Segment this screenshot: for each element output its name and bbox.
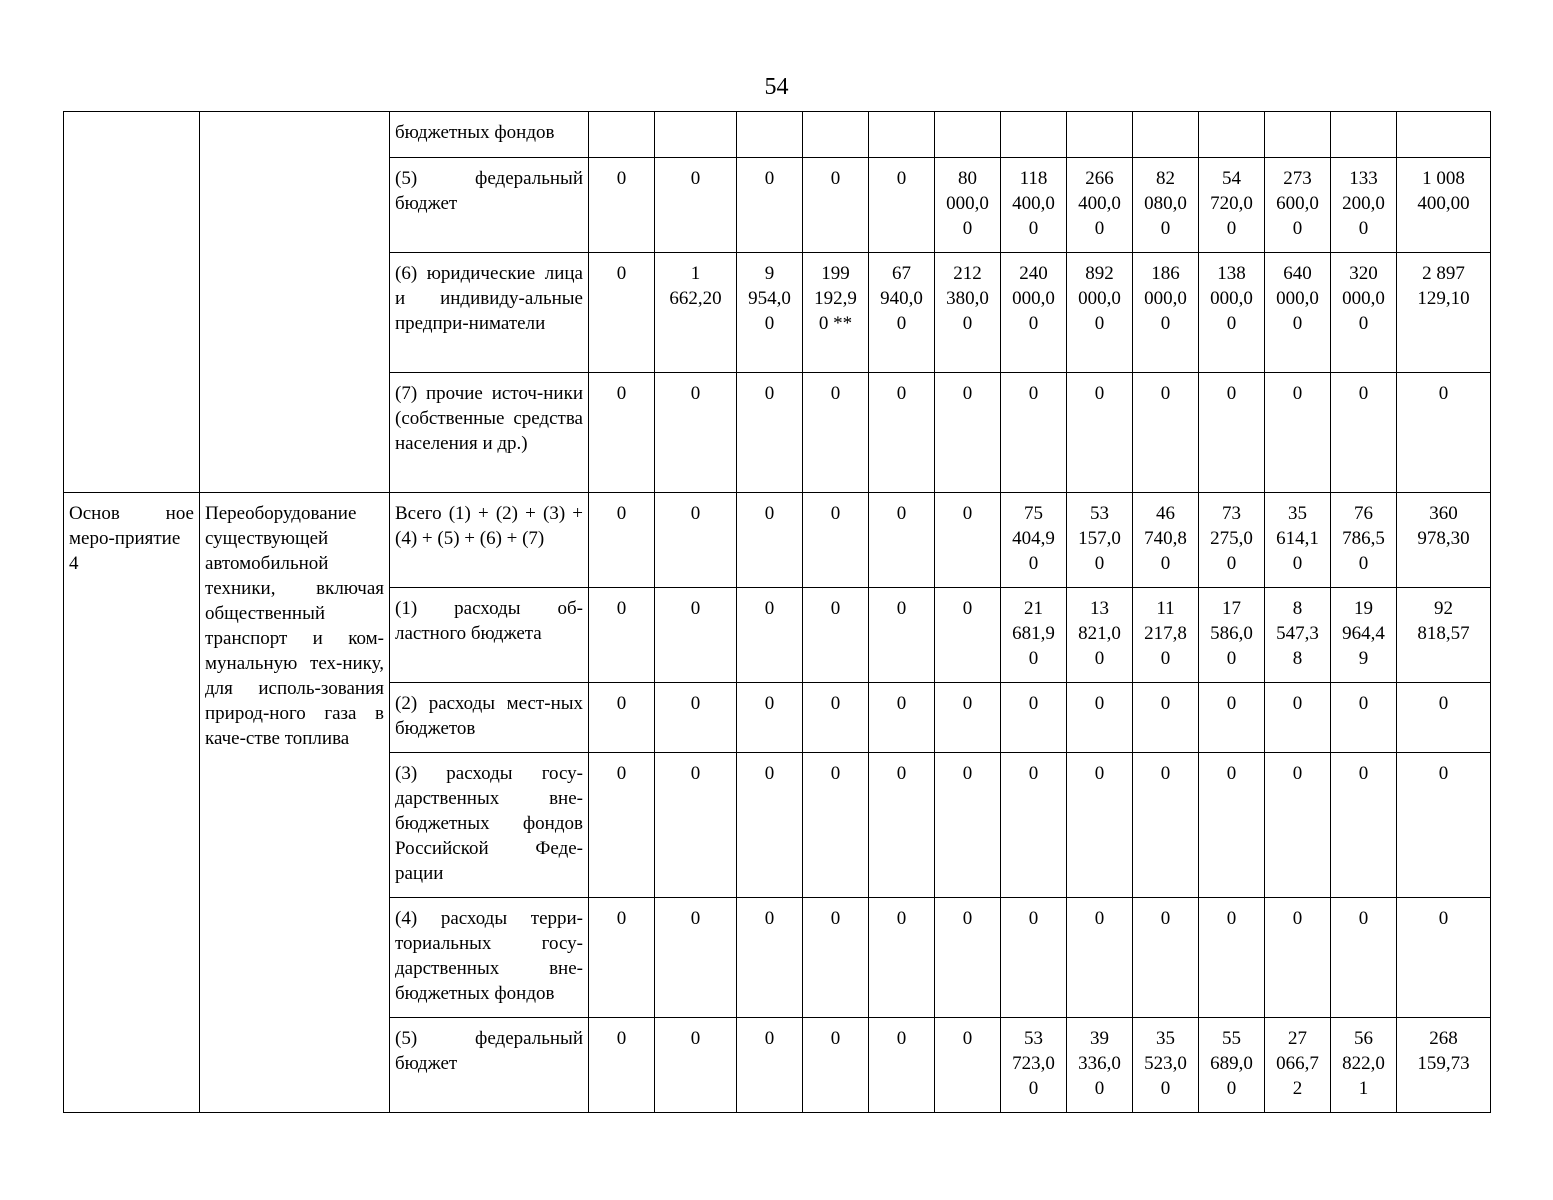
value-cell: 0 [589,158,655,253]
value-cell [935,112,1001,158]
value-cell: 0 [1133,753,1199,898]
value-cell: 11 217,8 0 [1133,588,1199,683]
description-cell-empty [200,112,390,493]
value-cell: 0 [1397,683,1491,753]
source-cell: (2) расходы мест-ных бюджетов [390,683,589,753]
value-cell: 82 080,0 0 [1133,158,1199,253]
value-cell [803,112,869,158]
value-cell: 0 [869,373,935,493]
value-cell: 0 [655,683,737,753]
measure-cell-empty [64,112,200,493]
value-cell: 0 [589,1018,655,1113]
value-cell: 0 [935,683,1001,753]
value-cell: 0 [1265,753,1331,898]
value-cell [737,112,803,158]
budget-table-body [64,112,1491,1113]
page-number: 54 [764,74,789,100]
value-cell: 0 [1133,898,1199,1018]
value-cell [1067,112,1133,158]
value-cell: 0 [935,588,1001,683]
source-cell: (1) расходы об-ластного бюджета [390,588,589,683]
value-cell [1133,112,1199,158]
value-cell: 54 720,0 0 [1199,158,1265,253]
value-cell: 0 [803,1018,869,1113]
value-cell: 0 [1331,898,1397,1018]
value-cell: 0 [803,493,869,588]
value-cell: 0 [803,588,869,683]
value-cell: 240 000,0 0 [1001,253,1067,373]
value-cell: 0 [1199,898,1265,1018]
value-cell: 35 523,0 0 [1133,1018,1199,1113]
value-cell: 0 [935,898,1001,1018]
value-cell: 0 [737,158,803,253]
value-cell: 13 821,0 0 [1067,588,1133,683]
value-cell [1331,112,1397,158]
value-cell: 0 [737,683,803,753]
budget-table [63,111,1491,1113]
source-cell: Всего (1) + (2) + (3) + (4) + (5) + (6) + (7) [390,493,589,588]
value-cell: 0 [1331,683,1397,753]
value-cell: 268 159,73 [1397,1018,1491,1113]
value-cell: 266 400,0 0 [1067,158,1133,253]
value-cell: 0 [869,683,935,753]
value-cell: 2 897 129,10 [1397,253,1491,373]
value-cell: 56 822,0 1 [1331,1018,1397,1113]
value-cell: 0 [1067,683,1133,753]
value-cell [1265,112,1331,158]
value-cell: 0 [589,588,655,683]
value-cell: 0 [869,588,935,683]
value-cell: 0 [1067,753,1133,898]
source-cell: (4) расходы терри-ториальных госу-дарственных вне-бюджетных фондов [390,898,589,1018]
value-cell: 0 [935,1018,1001,1113]
value-cell: 360 978,30 [1397,493,1491,588]
value-cell: 0 [935,493,1001,588]
value-cell: 9 954,0 0 [737,253,803,373]
value-cell: 0 [589,683,655,753]
value-cell: 199 192,9 0 ** [803,253,869,373]
table-row [64,493,1491,588]
value-cell: 17 586,0 0 [1199,588,1265,683]
value-cell [589,112,655,158]
value-cell: 0 [803,683,869,753]
value-cell: 0 [737,493,803,588]
value-cell: 0 [655,158,737,253]
value-cell: 0 [737,898,803,1018]
value-cell: 640 000,0 0 [1265,253,1331,373]
table-row [64,112,1491,158]
value-cell: 138 000,0 0 [1199,253,1265,373]
value-cell: 35 614,1 0 [1265,493,1331,588]
source-cell: (3) расходы госу-дарственных вне-бюджетных фондов Российской Феде-рации [390,753,589,898]
value-cell: 0 [589,753,655,898]
value-cell: 273 600,0 0 [1265,158,1331,253]
value-cell: 186 000,0 0 [1133,253,1199,373]
value-cell [869,112,935,158]
value-cell [655,112,737,158]
value-cell: 27 066,7 2 [1265,1018,1331,1113]
value-cell: 0 [935,373,1001,493]
value-cell: 0 [1067,373,1133,493]
value-cell: 0 [737,1018,803,1113]
value-cell: 0 [1199,683,1265,753]
value-cell: 1 008 400,00 [1397,158,1491,253]
value-cell: 0 [935,753,1001,898]
value-cell: 0 [655,898,737,1018]
value-cell: 0 [1199,753,1265,898]
value-cell: 80 000,0 0 [935,158,1001,253]
value-cell: 0 [869,493,935,588]
value-cell: 0 [737,373,803,493]
value-cell: 53 723,0 0 [1001,1018,1067,1113]
value-cell: 46 740,8 0 [1133,493,1199,588]
value-cell [1001,112,1067,158]
value-cell: 0 [737,753,803,898]
value-cell: 53 157,0 0 [1067,493,1133,588]
value-cell: 75 404,9 0 [1001,493,1067,588]
source-cell: (7) прочие источ-ники (собственные средства населения и др.) [390,373,589,493]
value-cell: 8 547,3 8 [1265,588,1331,683]
value-cell: 212 380,0 0 [935,253,1001,373]
value-cell: 0 [1331,753,1397,898]
value-cell: 0 [1265,683,1331,753]
source-cell: (5) федеральный бюджет [390,1018,589,1113]
measure-name: Основ ное меро-приятие 4 [64,493,200,1113]
value-cell: 892 000,0 0 [1067,253,1133,373]
value-cell: 0 [1133,683,1199,753]
value-cell: 76 786,5 0 [1331,493,1397,588]
value-cell: 92 818,57 [1397,588,1491,683]
value-cell: 0 [1199,373,1265,493]
measure-description: Переоборудование существующей автомобильной техники, включая общественный транспорт и ком-мунальную тех-нику, для исполь-зования природ-ного газа в каче-стве топлива [200,493,390,1113]
value-cell: 0 [1067,898,1133,1018]
source-cell: бюджетных фондов [390,112,589,158]
value-cell: 0 [655,588,737,683]
value-cell: 0 [655,493,737,588]
value-cell: 0 [1001,753,1067,898]
value-cell: 1 662,20 [655,253,737,373]
value-cell: 0 [803,373,869,493]
value-cell: 0 [803,158,869,253]
value-cell: 0 [869,158,935,253]
source-cell: (5) федеральный бюджет [390,158,589,253]
value-cell: 320 000,0 0 [1331,253,1397,373]
value-cell: 0 [869,1018,935,1113]
value-cell: 21 681,9 0 [1001,588,1067,683]
value-cell: 55 689,0 0 [1199,1018,1265,1113]
value-cell: 0 [1397,373,1491,493]
source-cell: (6) юридические лица и индивиду-альные предпри-ниматели [390,253,589,373]
value-cell: 0 [1265,373,1331,493]
value-cell: 0 [1331,373,1397,493]
value-cell: 0 [589,898,655,1018]
value-cell: 0 [1001,898,1067,1018]
value-cell: 0 [803,898,869,1018]
value-cell: 0 [655,373,737,493]
value-cell: 0 [803,753,869,898]
value-cell: 39 336,0 0 [1067,1018,1133,1113]
value-cell: 0 [869,753,935,898]
value-cell: 0 [655,1018,737,1113]
value-cell: 73 275,0 0 [1199,493,1265,588]
value-cell: 0 [1133,373,1199,493]
value-cell: 19 964,4 9 [1331,588,1397,683]
value-cell: 0 [1397,898,1491,1018]
value-cell: 0 [1265,898,1331,1018]
value-cell: 0 [1001,683,1067,753]
value-cell: 0 [655,753,737,898]
value-cell: 0 [1001,373,1067,493]
value-cell [1199,112,1265,158]
value-cell: 0 [589,373,655,493]
value-cell: 0 [1397,753,1491,898]
value-cell: 0 [869,898,935,1018]
value-cell [1397,112,1491,158]
value-cell: 118 400,0 0 [1001,158,1067,253]
value-cell: 67 940,0 0 [869,253,935,373]
value-cell: 0 [589,253,655,373]
value-cell: 133 200,0 0 [1331,158,1397,253]
value-cell: 0 [589,493,655,588]
value-cell: 0 [737,588,803,683]
